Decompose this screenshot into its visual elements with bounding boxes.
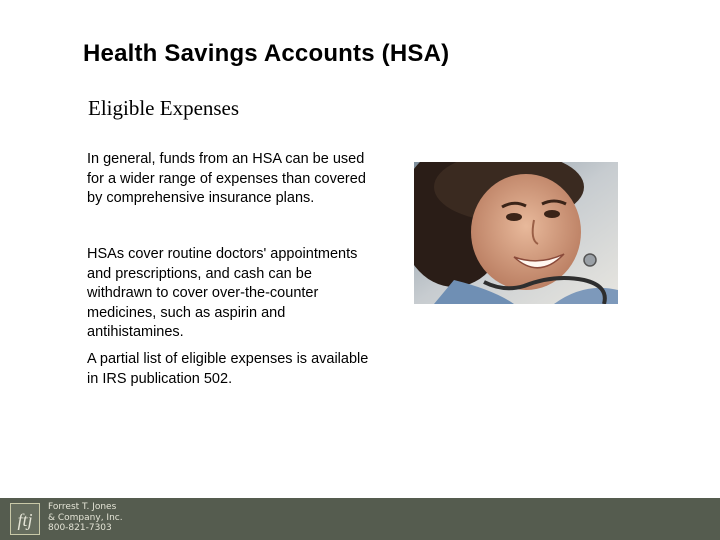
paragraph-irs-publication: A partial list of eligible expenses is available in IRS publication 502. [87,351,369,387]
company-info [48,502,123,534]
ftj-logo-icon [10,503,40,535]
company-name-line1: Forrest T. Jones [48,502,117,512]
smiling-nurse-icon [414,162,618,304]
paragraph-general: In general, funds from an HSA can be used for a wider range of expenses than covered by comprehensive insurance plans. [87,151,366,206]
company-phone: 800-821-7303 [48,523,112,533]
slide-title: Health Savings Accounts (HSA) [83,40,450,67]
nurse-photo [414,162,618,304]
svg-text:ftj: ftj [17,510,33,530]
paragraph-coverage: HSAs cover routine doctors' appointments and prescriptions, and cash can be withdrawn to cover over-the-counter medicines, such as aspirin and antihistamines. [87,246,358,340]
ftj-monogram-icon [11,504,39,534]
slide-subtitle: Eligible Expenses [88,96,240,120]
company-name-line2: & Company, Inc. [48,512,123,523]
